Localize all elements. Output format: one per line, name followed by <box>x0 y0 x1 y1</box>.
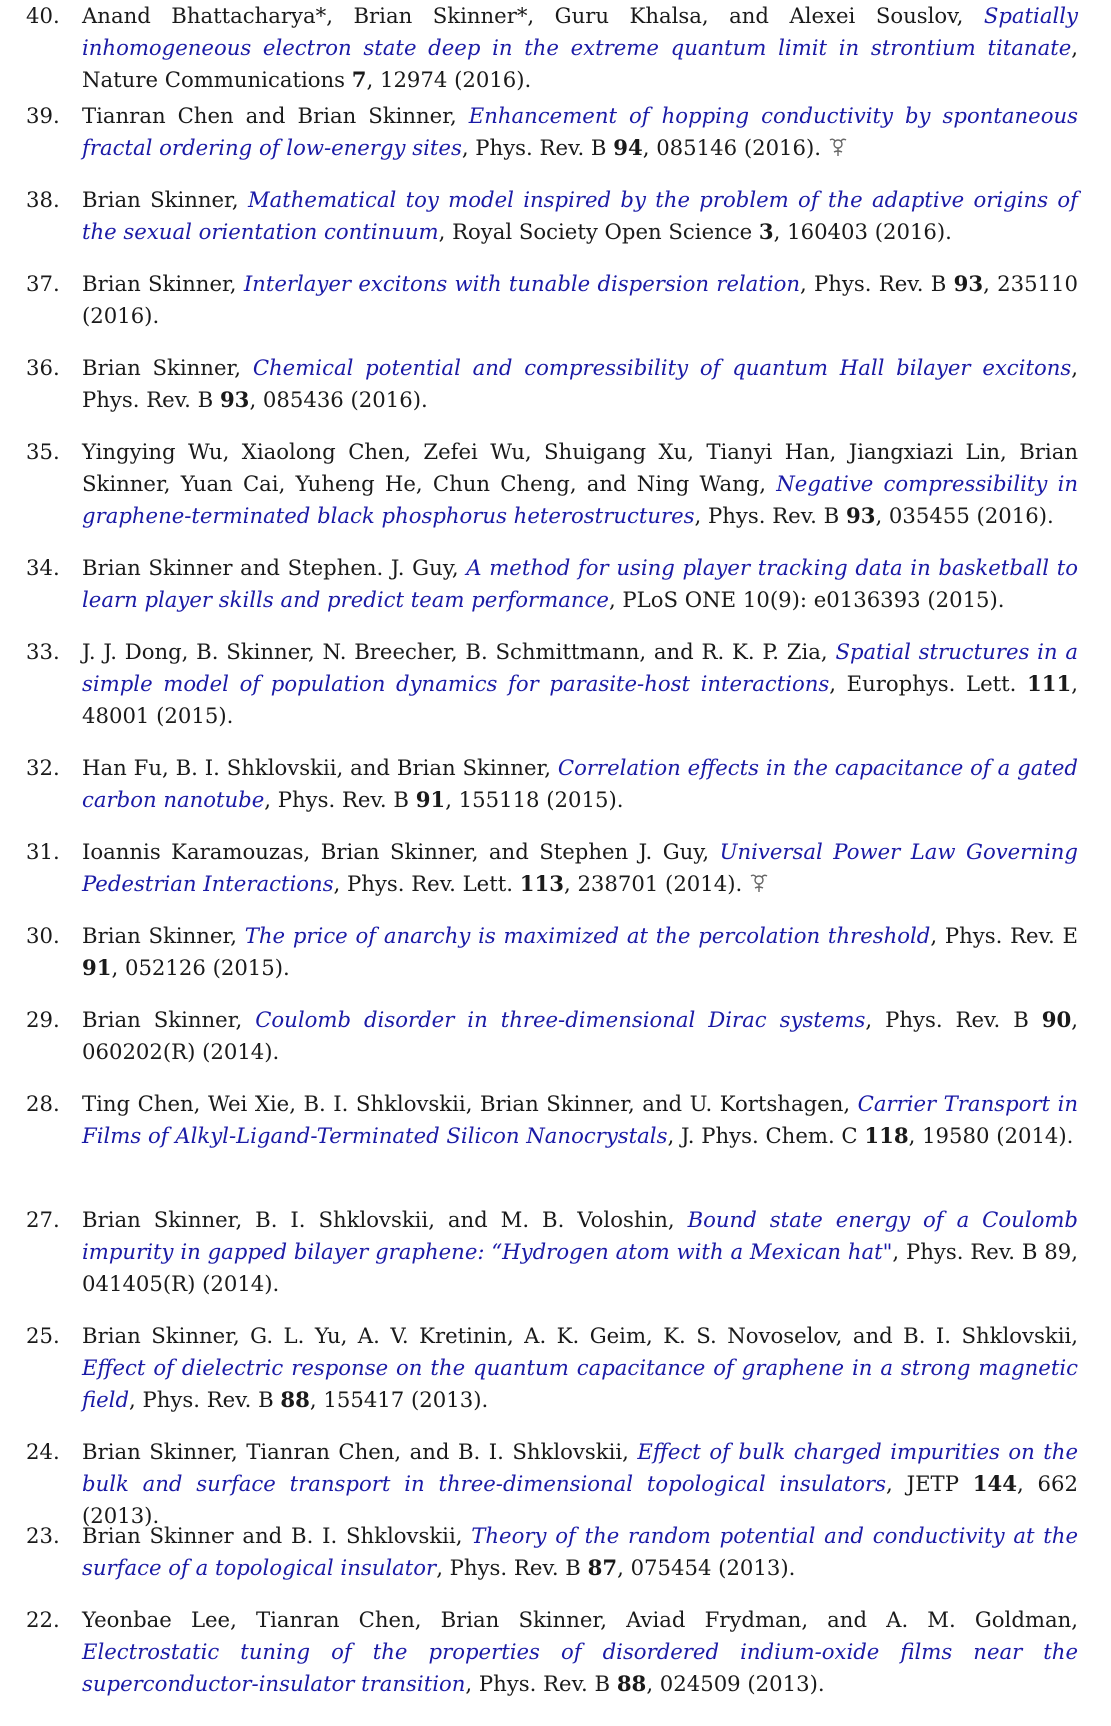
entry-journal: , Phys. Rev. B <box>82 355 1078 412</box>
publication-title-link[interactable]: Bound state energy of a Coulomb impurity in gapped bilayer graphene: “Hydrogen atom with a Mexican hat" <box>82 1207 1078 1264</box>
publication-title-link[interactable]: Universal Power Law Governing Pedestrian Interactions <box>82 839 1078 896</box>
publication-entry-35 <box>26 436 1078 532</box>
publication-entry-38 <box>26 184 1078 248</box>
entry-authors: Han Fu, B. I. Shklovskii, and Brian Skinner, <box>82 755 552 780</box>
entry-body <box>82 1088 1078 1152</box>
entry-number: 36. <box>26 355 60 380</box>
publication-title-link[interactable]: Negative compressibility in graphene-terminated black phosphorus heterostructures <box>82 471 1078 528</box>
entry-authors: Ioannis Karamouzas, Brian Skinner, and Stephen J. Guy, <box>82 839 710 864</box>
entry-number: 30. <box>26 923 60 948</box>
publication-entry-34 <box>26 552 1078 616</box>
publication-entry-30 <box>26 920 1078 984</box>
entry-citation: , 155118 (2015). <box>445 787 624 812</box>
publication-title-link[interactable]: Correlation effects in the capacitance of a gated carbon nanotube <box>82 755 1078 812</box>
entry-journal: , Phys. Rev. B <box>264 787 416 812</box>
entry-journal: , Nature Communications <box>82 35 1078 92</box>
publication-title-link[interactable]: Chemical potential and compressibility of quantum Hall bilayer excitons <box>252 355 1072 380</box>
publication-title-link[interactable]: Carrier Transport in Films of Alkyl-Ligand-Terminated Silicon Nanocrystals <box>82 1091 1078 1148</box>
entry-journal: , Phys. Rev. B <box>694 503 846 528</box>
entry-journal: , Phys. Rev. B <box>465 1671 617 1696</box>
entry-citation: , 662 (2013). <box>82 1471 1078 1528</box>
entry-citation: , 085146 (2016). <box>642 135 822 160</box>
entry-number: 23. <box>26 1523 60 1548</box>
entry-number: 40. <box>26 3 60 28</box>
entry-body <box>82 1004 1078 1068</box>
publication-title-link[interactable]: The price of anarchy is maximized at the percolation threshold <box>244 923 931 948</box>
entry-journal: , Phys. Rev. E <box>930 923 1078 948</box>
entry-authors: Brian Skinner, <box>82 923 238 948</box>
entry-citation: , 160403 (2016). <box>773 219 952 244</box>
entry-journal: , Phys. Rev. B <box>129 1387 281 1412</box>
publication-title-link[interactable]: A method for using player tracking data in basketball to learn player skills and predict team performance <box>82 555 1078 612</box>
entry-number: 38. <box>26 187 60 212</box>
entry-authors: Ting Chen, Wei Xie, B. I. Shklovskii, Brian Skinner, and U. Kortshagen, <box>82 1091 851 1116</box>
entry-volume: 113 <box>519 871 564 896</box>
entry-journal: , JETP <box>886 1471 973 1496</box>
entry-citation: , 19580 (2014). <box>908 1123 1074 1148</box>
entry-volume: 88 <box>616 1671 647 1696</box>
entry-journal: , Phys. Rev. Lett. <box>333 871 520 896</box>
entry-volume: 93 <box>219 387 250 412</box>
entry-number: 28. <box>26 1091 60 1116</box>
publication-entry-36 <box>26 352 1078 416</box>
entry-citation: , 238701 (2014). <box>563 871 743 896</box>
publication-entry-24 <box>26 1436 1078 1532</box>
publication-title-link[interactable]: Effect of bulk charged impurities on the bulk and surface transport in three-dimensional topological insulators <box>82 1439 1078 1496</box>
entry-volume: 88 <box>280 1387 310 1412</box>
entry-body <box>82 752 1078 816</box>
publication-entry-23 <box>26 1520 1078 1584</box>
publication-title-link[interactable]: Effect of dielectric response on the quantum capacitance of graphene in a strong magnetic field <box>82 1355 1078 1412</box>
publication-entry-31 <box>26 836 1078 900</box>
entry-authors: Brian Skinner, <box>82 187 239 212</box>
entry-body <box>82 1436 1078 1532</box>
publication-title-link[interactable]: Spatially inhomogeneous electron state deep in the extreme quantum limit in strontium titanate <box>82 3 1078 60</box>
entry-authors: Anand Bhattacharya*, Brian Skinner*, Guru Khalsa, and Alexei Souslov, <box>82 3 964 28</box>
publication-entry-40 <box>26 0 1078 96</box>
entry-body <box>82 1204 1078 1300</box>
entry-citation: , 155417 (2013). <box>309 1387 489 1412</box>
entry-authors: Brian Skinner, <box>82 271 237 296</box>
entry-body <box>82 1320 1078 1416</box>
entry-body <box>82 0 1078 96</box>
entry-body <box>82 1520 1078 1584</box>
entry-authors: Brian Skinner and B. I. Shklovskii, <box>82 1523 463 1548</box>
entry-volume: 94 <box>613 135 643 160</box>
entry-authors: Brian Skinner, Tianran Chen, and B. I. Shklovskii, <box>82 1439 629 1464</box>
entry-volume: 87 <box>587 1555 618 1580</box>
entry-citation: , 052126 (2015). <box>111 955 290 980</box>
entry-number: 34. <box>26 555 60 580</box>
publication-entry-28 <box>26 1088 1078 1152</box>
publication-title-link[interactable]: Mathematical toy model inspired by the problem of the adaptive origins of the sexual orientation continuum <box>82 187 1078 244</box>
entry-citation: , 024509 (2013). <box>646 1671 825 1696</box>
entry-body <box>82 268 1078 332</box>
entry-journal: , PLoS ONE 10(9): e0136393 (2015). <box>608 587 1005 612</box>
publication-title-link[interactable]: Enhancement of hopping conductivity by spontaneous fractal ordering of low-energy sites <box>82 103 1078 160</box>
entry-volume: 118 <box>864 1123 909 1148</box>
entry-body <box>82 920 1078 984</box>
entry-body <box>82 436 1078 532</box>
entry-number: 35. <box>26 439 60 464</box>
entry-authors: Tianran Chen and Brian Skinner, <box>82 103 457 128</box>
entry-citation: , 48001 (2015). <box>82 671 1078 728</box>
publication-entry-22 <box>26 1604 1078 1700</box>
entry-journal: , Phys. Rev. B 89, 041405(R) (2014). <box>82 1239 1078 1296</box>
publication-title-link[interactable]: Spatial structures in a simple model of population dynamics for parasite-host interactions <box>82 639 1078 696</box>
publication-entry-32 <box>26 752 1078 816</box>
publication-entry-25 <box>26 1320 1078 1416</box>
entry-authors: Brian Skinner, G. L. Yu, A. V. Kretinin, A. K. Geim, K. S. Novoselov, and B. I. Shklovskii, <box>82 1323 1078 1348</box>
entry-number: 32. <box>26 755 60 780</box>
entry-authors: Brian Skinner, B. I. Shklovskii, and M. B. Voloshin, <box>82 1207 675 1232</box>
publication-entry-39 <box>26 100 1078 164</box>
entry-journal: , Royal Society Open Science <box>438 219 759 244</box>
entry-number: 29. <box>26 1007 60 1032</box>
entry-number: 37. <box>26 271 60 296</box>
entry-authors: Brian Skinner, <box>82 1007 243 1032</box>
entry-authors: Yeonbae Lee, Tianran Chen, Brian Skinner, Aviad Frydman, and A. M. Goldman, <box>82 1607 1078 1632</box>
entry-number: 39. <box>26 103 60 128</box>
entry-volume: 7 <box>351 67 367 92</box>
entry-authors: J. J. Dong, B. Skinner, N. Breecher, B. Schmittmann, and R. K. P. Zia, <box>82 639 828 664</box>
entry-citation: , 12974 (2016). <box>366 67 532 92</box>
entry-journal: , Europhys. Lett. <box>829 671 1027 696</box>
entry-authors: Brian Skinner, <box>82 355 242 380</box>
entry-volume: 91 <box>82 955 112 980</box>
entry-volume: 93 <box>953 271 984 296</box>
entry-journal: , Phys. Rev. B <box>800 271 954 296</box>
publication-title-link[interactable]: Electrostatic tuning of the properties of disordered indium-oxide films near the superconductor-insulator transition <box>82 1639 1078 1696</box>
entry-body <box>82 100 1078 164</box>
entry-body <box>82 352 1078 416</box>
publication-title-link[interactable]: Interlayer excitons with tunable dispersion relation <box>243 271 801 296</box>
entry-volume: 111 <box>1027 671 1072 696</box>
entry-number: 24. <box>26 1439 60 1464</box>
entry-volume: 3 <box>758 219 774 244</box>
entry-journal: , J. Phys. Chem. C <box>667 1123 865 1148</box>
publication-entry-29 <box>26 1004 1078 1068</box>
entry-journal: , Phys. Rev. B <box>461 135 614 160</box>
publication-title-link[interactable]: Coulomb disorder in three-dimensional Dirac systems <box>255 1007 866 1032</box>
popular-science-icon[interactable] <box>748 871 770 893</box>
entry-number: 31. <box>26 839 60 864</box>
entry-citation: , 035455 (2016). <box>875 503 1054 528</box>
entry-body <box>82 636 1078 732</box>
entry-volume: 144 <box>972 1471 1017 1496</box>
entry-number: 33. <box>26 639 60 664</box>
entry-authors: Yingying Wu, Xiaolong Chen, Zefei Wu, Shuigang Xu, Tianyi Han, Jiangxiazi Lin, Brian Skinner, Yuan Cai, Yuheng He, Chun Cheng, and Ning Wang, <box>82 439 1078 496</box>
publication-entry-27 <box>26 1204 1078 1300</box>
entry-number: 22. <box>26 1607 60 1632</box>
entry-body <box>82 1604 1078 1700</box>
entry-journal: , Phys. Rev. B <box>865 1007 1042 1032</box>
entry-body <box>82 552 1078 616</box>
entry-volume: 90 <box>1041 1007 1072 1032</box>
entry-volume: 91 <box>415 787 446 812</box>
entry-authors: Brian Skinner and Stephen. J. Guy, <box>82 555 459 580</box>
entry-body <box>82 184 1078 248</box>
entry-volume: 93 <box>845 503 876 528</box>
popular-science-icon[interactable] <box>827 135 849 157</box>
publication-entry-33 <box>26 636 1078 732</box>
entry-body <box>82 836 1078 900</box>
entry-citation: , 235110 (2016). <box>82 271 1078 328</box>
entry-citation: , 075454 (2013). <box>617 1555 796 1580</box>
publication-title-link[interactable]: Theory of the random potential and conductivity at the surface of a topological insulator <box>82 1523 1078 1580</box>
entry-journal: , Phys. Rev. B <box>436 1555 588 1580</box>
publication-entry-37 <box>26 268 1078 332</box>
entry-number: 27. <box>26 1207 60 1232</box>
entry-number: 25. <box>26 1323 60 1348</box>
entry-citation: , 060202(R) (2014). <box>82 1007 1078 1064</box>
entry-citation: , 085436 (2016). <box>249 387 428 412</box>
